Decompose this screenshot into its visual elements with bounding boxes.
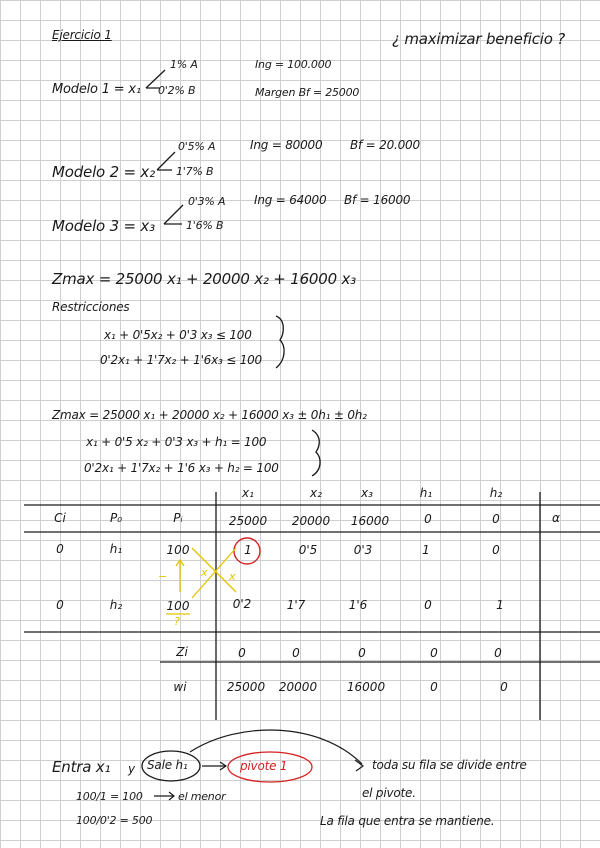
standard-constraint-brace xyxy=(312,430,320,476)
wi-h1: 0 xyxy=(430,680,438,694)
row-2-base: h₂ xyxy=(109,598,123,612)
row-2-ci: 0 xyxy=(56,598,64,612)
row-divide-note: toda su fila se divide entre xyxy=(372,758,527,772)
stays-note: La fila que entra se mantiene. xyxy=(320,814,495,828)
zi-x3: 0 xyxy=(358,646,366,660)
model-2-mix-b: 1'7% B xyxy=(176,165,214,178)
exercise-title: Ejercicio 1 xyxy=(52,28,112,42)
wi-x1: 25000 xyxy=(226,680,266,694)
standard-constraint-1: x₁ + 0'5 x₂ + 0'3 x₃ + h₁ = 100 xyxy=(86,435,267,449)
wi-h2: 0 xyxy=(500,680,508,694)
enters-note: Entra x₁ xyxy=(52,758,111,776)
zi-h2: 0 xyxy=(494,646,502,660)
leaves-note: Sale h₁ xyxy=(147,758,188,772)
pivot-note: pivote 1 xyxy=(240,759,288,773)
cj-x3: 16000 xyxy=(350,514,390,528)
row-1-x1-pivot: 1 xyxy=(244,543,252,557)
model-1-mix-a: 1% A xyxy=(170,58,198,71)
row-1-x3: 0'3 xyxy=(353,543,373,557)
row-2-x2: 1'7 xyxy=(286,598,306,612)
model-2-label: Modelo 2 = x₂ xyxy=(52,163,155,181)
zi-x2: 0 xyxy=(292,646,300,660)
model-3-income: Ing = 64000 xyxy=(254,193,327,207)
standard-constraint-2: 0'2x₁ + 1'7x₂ + 1'6 x₃ + h₂ = 100 xyxy=(84,461,279,475)
model-3-branch-stroke xyxy=(164,205,183,224)
constraint-1: x₁ + 0'5x₂ + 0'3 x₃ ≤ 100 xyxy=(104,328,252,342)
model-3-label: Modelo 3 = x₃ xyxy=(52,217,155,235)
col-header-p0: P₀ xyxy=(109,511,123,525)
model-2-income: Ing = 80000 xyxy=(250,138,323,152)
var-header-x2: x₂ xyxy=(310,486,322,500)
question-heading: ¿ maximizar beneficio ? xyxy=(392,30,566,48)
arrow-head-note xyxy=(355,760,363,771)
ratio-2: 100/0'2 = 500 xyxy=(76,814,153,827)
col-header-ci: Ci xyxy=(54,511,66,525)
col-header-alpha: α xyxy=(552,511,560,525)
model-2-branch-stroke xyxy=(157,152,175,170)
objective-function: Zmax = 25000 x₁ + 20000 x₂ + 16000 x₃ xyxy=(52,270,356,288)
cj-x1: 25000 xyxy=(228,514,268,528)
model-3-mix-a: 0'3% A xyxy=(188,195,226,208)
model-1-margin: Margen Bf = 25000 xyxy=(255,86,360,99)
cj-h2: 0 xyxy=(492,512,500,526)
arrow-ratio-to-menor xyxy=(154,792,174,800)
ratio-1-note: el menor xyxy=(178,790,226,803)
and-note: y xyxy=(128,762,135,776)
ratio-1: 100/1 = 100 xyxy=(76,790,143,803)
row-2-h2: 1 xyxy=(496,598,504,612)
zi-h1: 0 xyxy=(430,646,438,660)
col-header-pi: Pᵢ xyxy=(173,511,183,525)
yellow-cross-mark-2: x xyxy=(229,570,236,583)
yellow-minus-mark: − xyxy=(158,570,168,583)
yellow-cross-mark-1: x xyxy=(201,566,208,579)
row-1-pi: 100 xyxy=(166,543,190,557)
row-2-h1: 0 xyxy=(424,598,432,612)
restrictions-label: Restricciones xyxy=(52,300,130,314)
row-1-base: h₁ xyxy=(109,542,123,556)
yellow-up-arrow xyxy=(176,560,184,592)
row-1-h2: 0 xyxy=(492,543,500,557)
model-1-label: Modelo 1 = x₁ xyxy=(52,82,141,97)
var-header-h2: h₂ xyxy=(489,486,503,500)
var-header-x1: x₁ xyxy=(242,486,254,500)
var-header-h1: h₁ xyxy=(419,486,433,500)
constraint-brace xyxy=(276,316,284,368)
yellow-question-mark: ? xyxy=(174,615,180,628)
var-header-x3: x₃ xyxy=(361,486,373,500)
standard-objective: Zmax = 25000 x₁ + 20000 x₂ + 16000 x₃ ± 0h₁ ± 0h₂ xyxy=(52,408,367,422)
model-1-mix-b: 0'2% B xyxy=(158,84,196,97)
wi-label: wi xyxy=(173,680,187,694)
constraint-2: 0'2x₁ + 1'7x₂ + 1'6x₃ ≤ 100 xyxy=(100,353,262,367)
model-2-mix-a: 0'5% A xyxy=(178,140,216,153)
row-divide-note-2: el pivote. xyxy=(362,786,416,800)
row-1-h1: 1 xyxy=(422,543,430,557)
row-1-ci: 0 xyxy=(56,542,64,556)
model-3-margin: Bf = 16000 xyxy=(344,193,411,207)
cj-h1: 0 xyxy=(424,512,432,526)
row-2-pi: 100 xyxy=(166,599,190,613)
row-1-x2: 0'5 xyxy=(298,543,318,557)
model-3-mix-b: 1'6% B xyxy=(186,219,224,232)
row-2-x3: 1'6 xyxy=(348,598,368,612)
row-2-x1: 0'2 xyxy=(232,597,252,611)
cj-x2: 20000 xyxy=(291,514,331,528)
wi-x2: 20000 xyxy=(278,680,318,694)
wi-x3: 16000 xyxy=(346,680,386,694)
model-2-margin: Bf = 20.000 xyxy=(350,138,420,152)
model-1-income: Ing = 100.000 xyxy=(255,58,332,71)
arrow-leaves-to-pivot xyxy=(202,762,226,770)
zi-x1: 0 xyxy=(238,646,246,660)
zi-label: Zi xyxy=(176,645,188,659)
